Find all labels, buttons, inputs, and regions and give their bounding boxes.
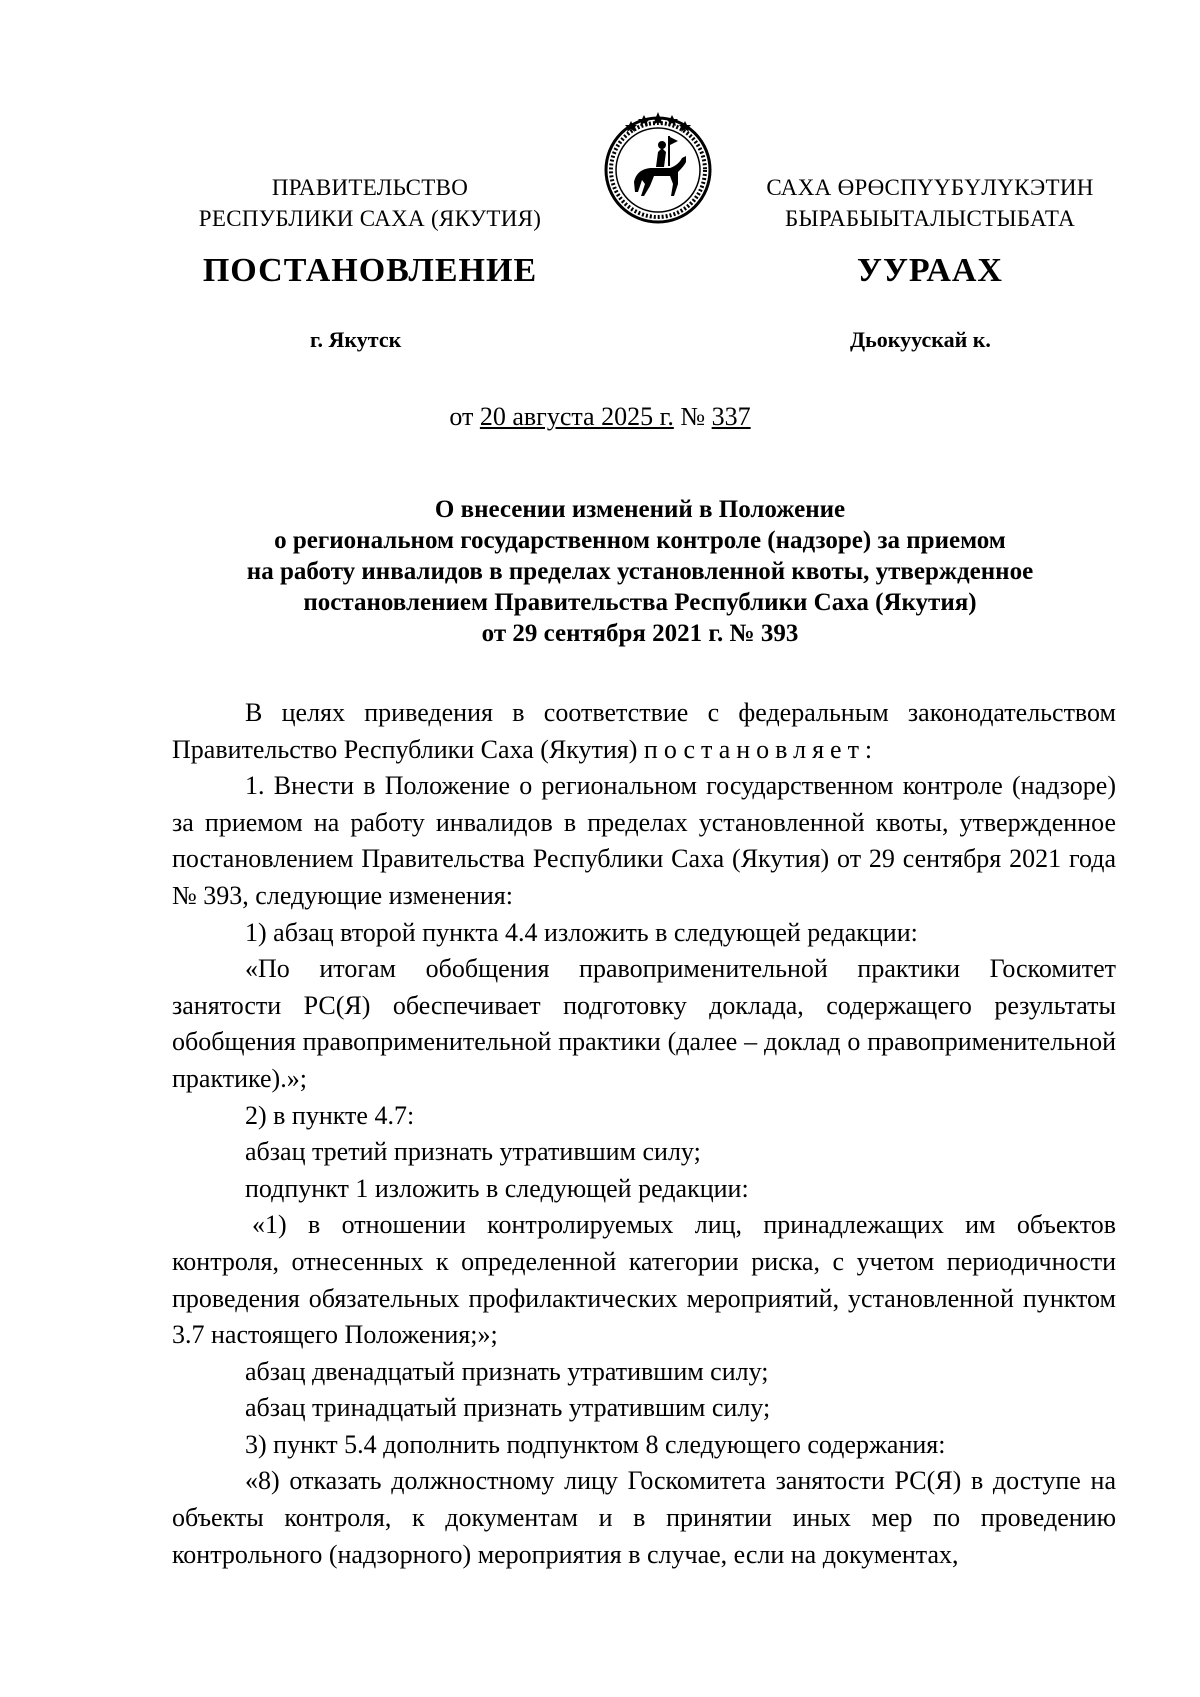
body-paragraph: 1) абзац второй пункта 4.4 изложить в следующей редакции: (245, 917, 918, 947)
decree-word: постановляет: (643, 734, 879, 764)
body-paragraph: абзац двенадцатый признать утратившим силу; (245, 1356, 769, 1386)
body-paragraph (172, 695, 1116, 768)
government-name-ru (180, 172, 560, 234)
city-ru: г. Якутск (310, 327, 402, 352)
title-line: о региональном государственном контроле (надзоре) за приемом (274, 527, 1006, 554)
body-paragraph: «8) отказать должностному лицу Госкомитета занятости РС(Я) в доступе на объекты контроля, к документам и в принятии иных мер по проведению контрольного (надзорного) мероприятия в случае, если на документах, (172, 1466, 1116, 1569)
body-paragraph: подпункт 1 изложить в следующей редакции: (245, 1173, 749, 1203)
coat-of-arms-icon (600, 110, 716, 226)
body-paragraph: «1) в отношении контролируемых лиц, принадлежащих им объектов контроля, отнесенных к определенной категории риска, с учетом периодичности проведения обязательных профилактических мероприятий, установленной пунктом 3.7 настоящего Положения;»; (172, 1210, 1116, 1350)
title-line: на работу инвалидов в пределах установленной квоты, утвержденное (246, 558, 1034, 585)
government-name-line: САХА ӨРӨСПҮҮБҮЛҮКЭТИН (766, 175, 1094, 200)
title-line: от 29 сентября 2021 г. № 393 (481, 620, 799, 647)
title-line: постановлением Правительства Республики Саха (Якутия) (303, 589, 977, 616)
document-title (160, 494, 1120, 649)
document-date: 20 августа 2025 г. (479, 402, 674, 431)
body-paragraph: «По итогам обобщения правоприменительной практики Госкомитет занятости РС(Я) обеспечивает подготовку доклада, содержащего результаты обобщения правоприменительной практики (далее – доклад о правоприменительной практике).»; (172, 954, 1116, 1093)
date-prefix: от (449, 402, 480, 431)
government-name-line: ПРАВИТЕЛЬСТВО (271, 175, 469, 200)
date-line (0, 402, 1200, 432)
government-name-line: РЕСПУБЛИКИ САХА (ЯКУТИЯ) (198, 206, 542, 231)
title-line: О внесении изменений в Положение (434, 496, 846, 523)
document-body (172, 695, 1116, 1573)
body-paragraph: абзац третий признать утратившим силу; (245, 1137, 701, 1167)
government-name-sah (730, 172, 1130, 234)
body-paragraph: 2) в пункте 4.7: (245, 1100, 415, 1130)
city-sah: Дьокуускай к. (850, 327, 991, 352)
preamble-text: В целях приведения в соответствие с федеральным законодательством Правительство Республики Саха (Якутия) (172, 698, 1116, 764)
number-sign: № (673, 402, 712, 431)
doc-type-ru: ПОСТАНОВЛЕНИЕ (202, 252, 538, 289)
government-name-line: БЫРАБЫЫТАЛЫСТЫБАТА (784, 206, 1076, 231)
doc-type-sah: УУРААХ (857, 252, 1003, 289)
document-number: 337 (711, 402, 751, 431)
body-paragraph: 3) пункт 5.4 дополнить подпунктом 8 следующего содержания: (245, 1429, 946, 1459)
body-paragraph: абзац тринадцатый признать утратившим силу; (245, 1393, 771, 1423)
body-paragraph: 1. Внести в Положение о региональном государственном контроле (надзоре) за приемом на работу инвалидов в пределах установленной квоты, утвержденное постановлением Правительства Республики Саха (Якутия) от 29 сентября 2021 года № 393, следующие изменения: (172, 771, 1116, 910)
